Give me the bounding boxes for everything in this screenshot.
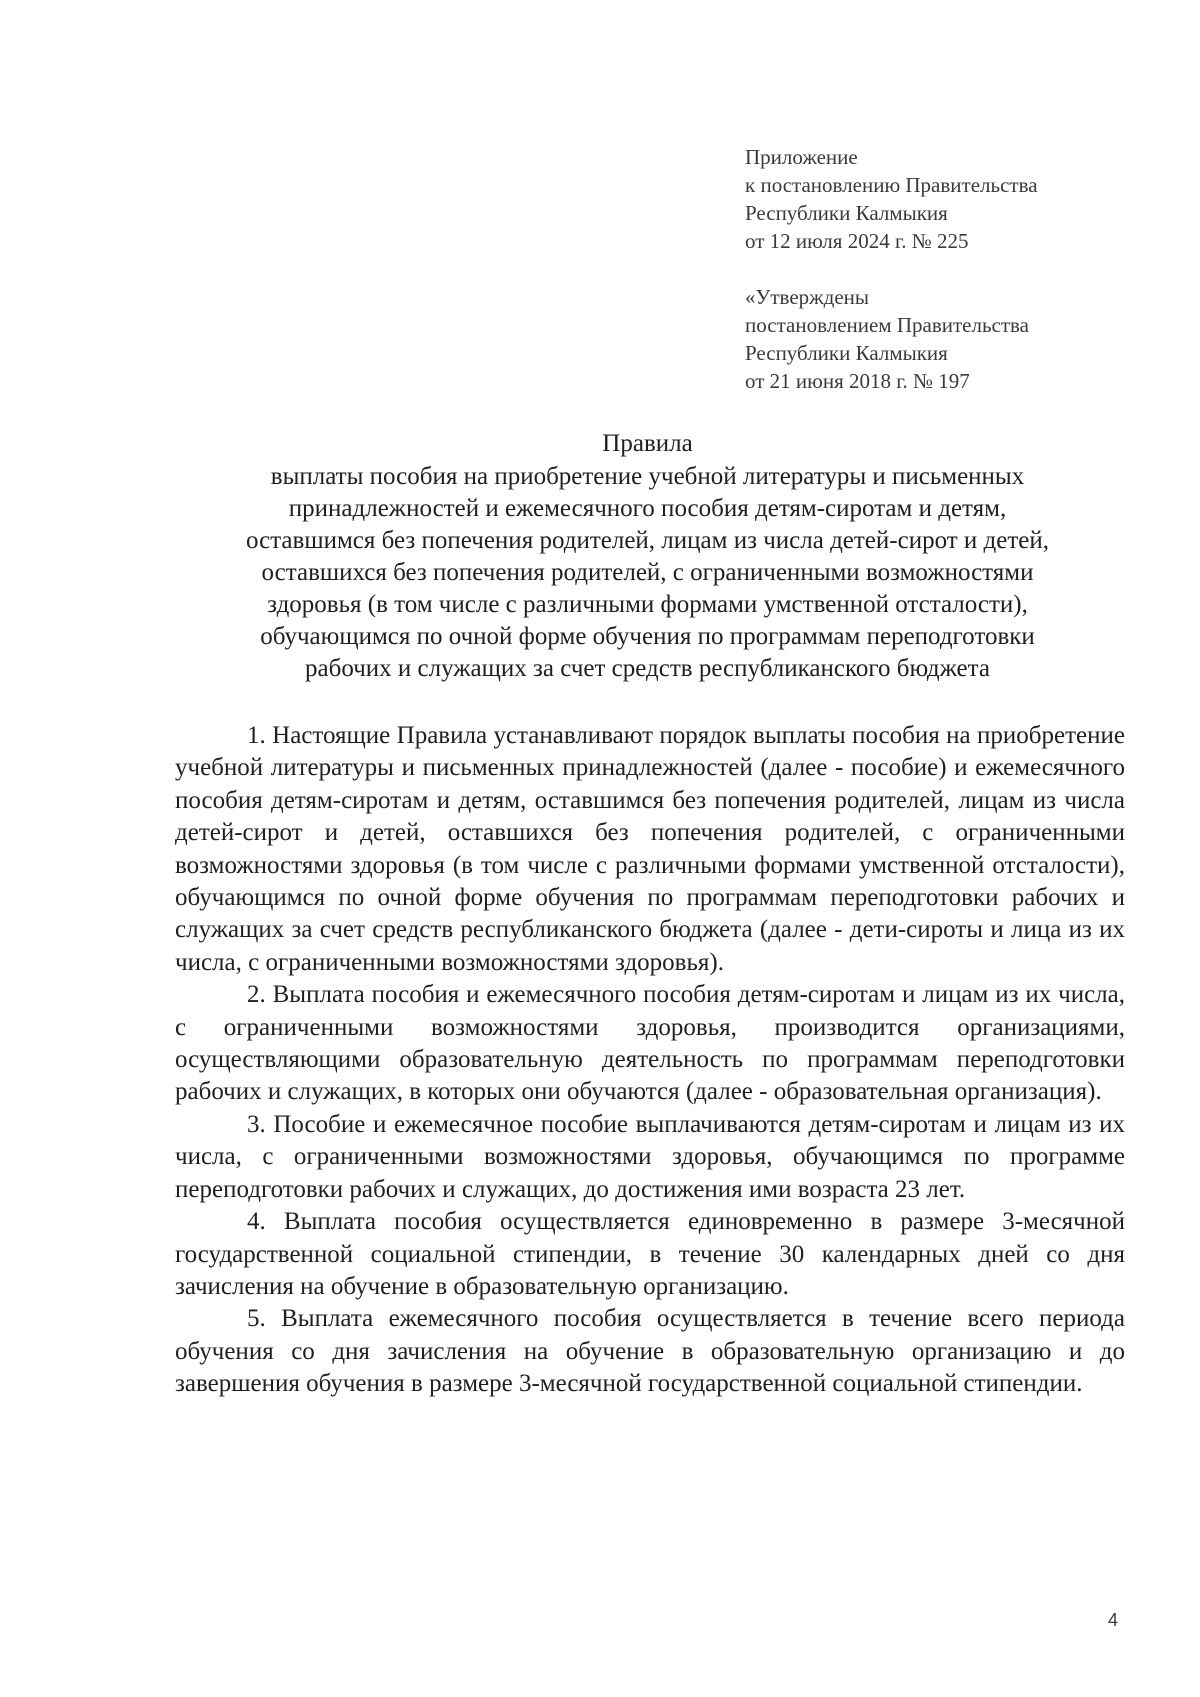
appendix-line: от 12 июля 2024 г. № 225	[745, 229, 969, 253]
document-body	[175, 720, 1125, 1401]
paragraph-3: 3. Пособие и ежемесячное пособие выплачиваются детям-сиротам и лицам из их числа, с ограниченными возможностями здоровья, обучающимся по программе переподготовки рабочих и служащих, до достижения ими возраста 23 лет.	[175, 1110, 1125, 1203]
approved-line: «Утверждены	[745, 285, 870, 309]
subtitle-line: оставшихся без попечения родителей, с ограниченными возможностями	[261, 559, 1034, 586]
appendix-header	[745, 143, 1165, 255]
paragraph-5: 5. Выплата ежемесячного пособия осуществляется в течение всего периода обучения со дня зачисления на обучение в образовательную организацию и до завершения обучения в размере 3-месячной государственной социальной стипендии.	[175, 1305, 1125, 1398]
subtitle-line: выплаты пособия на приобретение учебной литературы и письменных	[270, 463, 1025, 490]
approved-line: Республики Калмыкия	[745, 341, 948, 365]
subtitle-line: рабочих и служащих за счет средств республиканского бюджета	[305, 655, 990, 682]
document-subtitle	[175, 461, 1120, 685]
page-number: 4	[1108, 1610, 1119, 1630]
subtitle-line: здоровья (в том числе с различными формами умственной отсталости),	[267, 591, 1028, 618]
subtitle-line: обучающимся по очной форме обучения по программам переподготовки	[260, 623, 1035, 650]
paragraph-2: 2. Выплата пособия и ежемесячного пособия детям-сиротам и лицам из их числа, с ограниченными возможностями здоровья, производится организациями, осуществляющими образовательную деятельность по программам переподготовки рабочих и служащих, в которых они обучаются (далее - образовательная организация).	[175, 981, 1125, 1106]
approved-header	[745, 283, 1165, 395]
paragraph-1: 1. Настоящие Правила устанавливают порядок выплаты пособия на приобретение учебной литературы и письменных принадлежностей (далее - пособие) и ежемесячного пособия детям-сиротам и детям, оставшимся без попечения родителей, лицам из числа детей-сирот и детей, оставшихся без попечения родителей, с ограниченными возможностями здоровья (в том числе с различными формами умственной отсталости), обучающимся по очной форме обучения по программам переподготовки рабочих и служащих за счет средств республиканского бюджета (далее - дети-сироты и лица из их числа, с ограниченными возможностями здоровья).	[175, 722, 1125, 976]
subtitle-line: оставшимся без попечения родителей, лицам из числа детей-сирот и детей,	[245, 527, 1050, 554]
approved-line: постановлением Правительства	[745, 313, 1030, 337]
document-title: Правила	[602, 430, 693, 457]
paragraph-4: 4. Выплата пособия осуществляется единовременно в размере 3-месячной государственной социальной стипендии, в течение 30 календарных дней со дня зачисления на обучение в образовательную организацию.	[175, 1208, 1125, 1300]
approved-line: от 21 июня 2018 г. № 197	[745, 369, 970, 393]
appendix-line: к постановлению Правительства	[745, 173, 1038, 197]
subtitle-line: принадлежностей и ежемесячного пособия детям-сиротам и детям,	[288, 495, 1007, 522]
appendix-line: Приложение	[745, 145, 858, 169]
appendix-line: Республики Калмыкия	[745, 201, 948, 225]
